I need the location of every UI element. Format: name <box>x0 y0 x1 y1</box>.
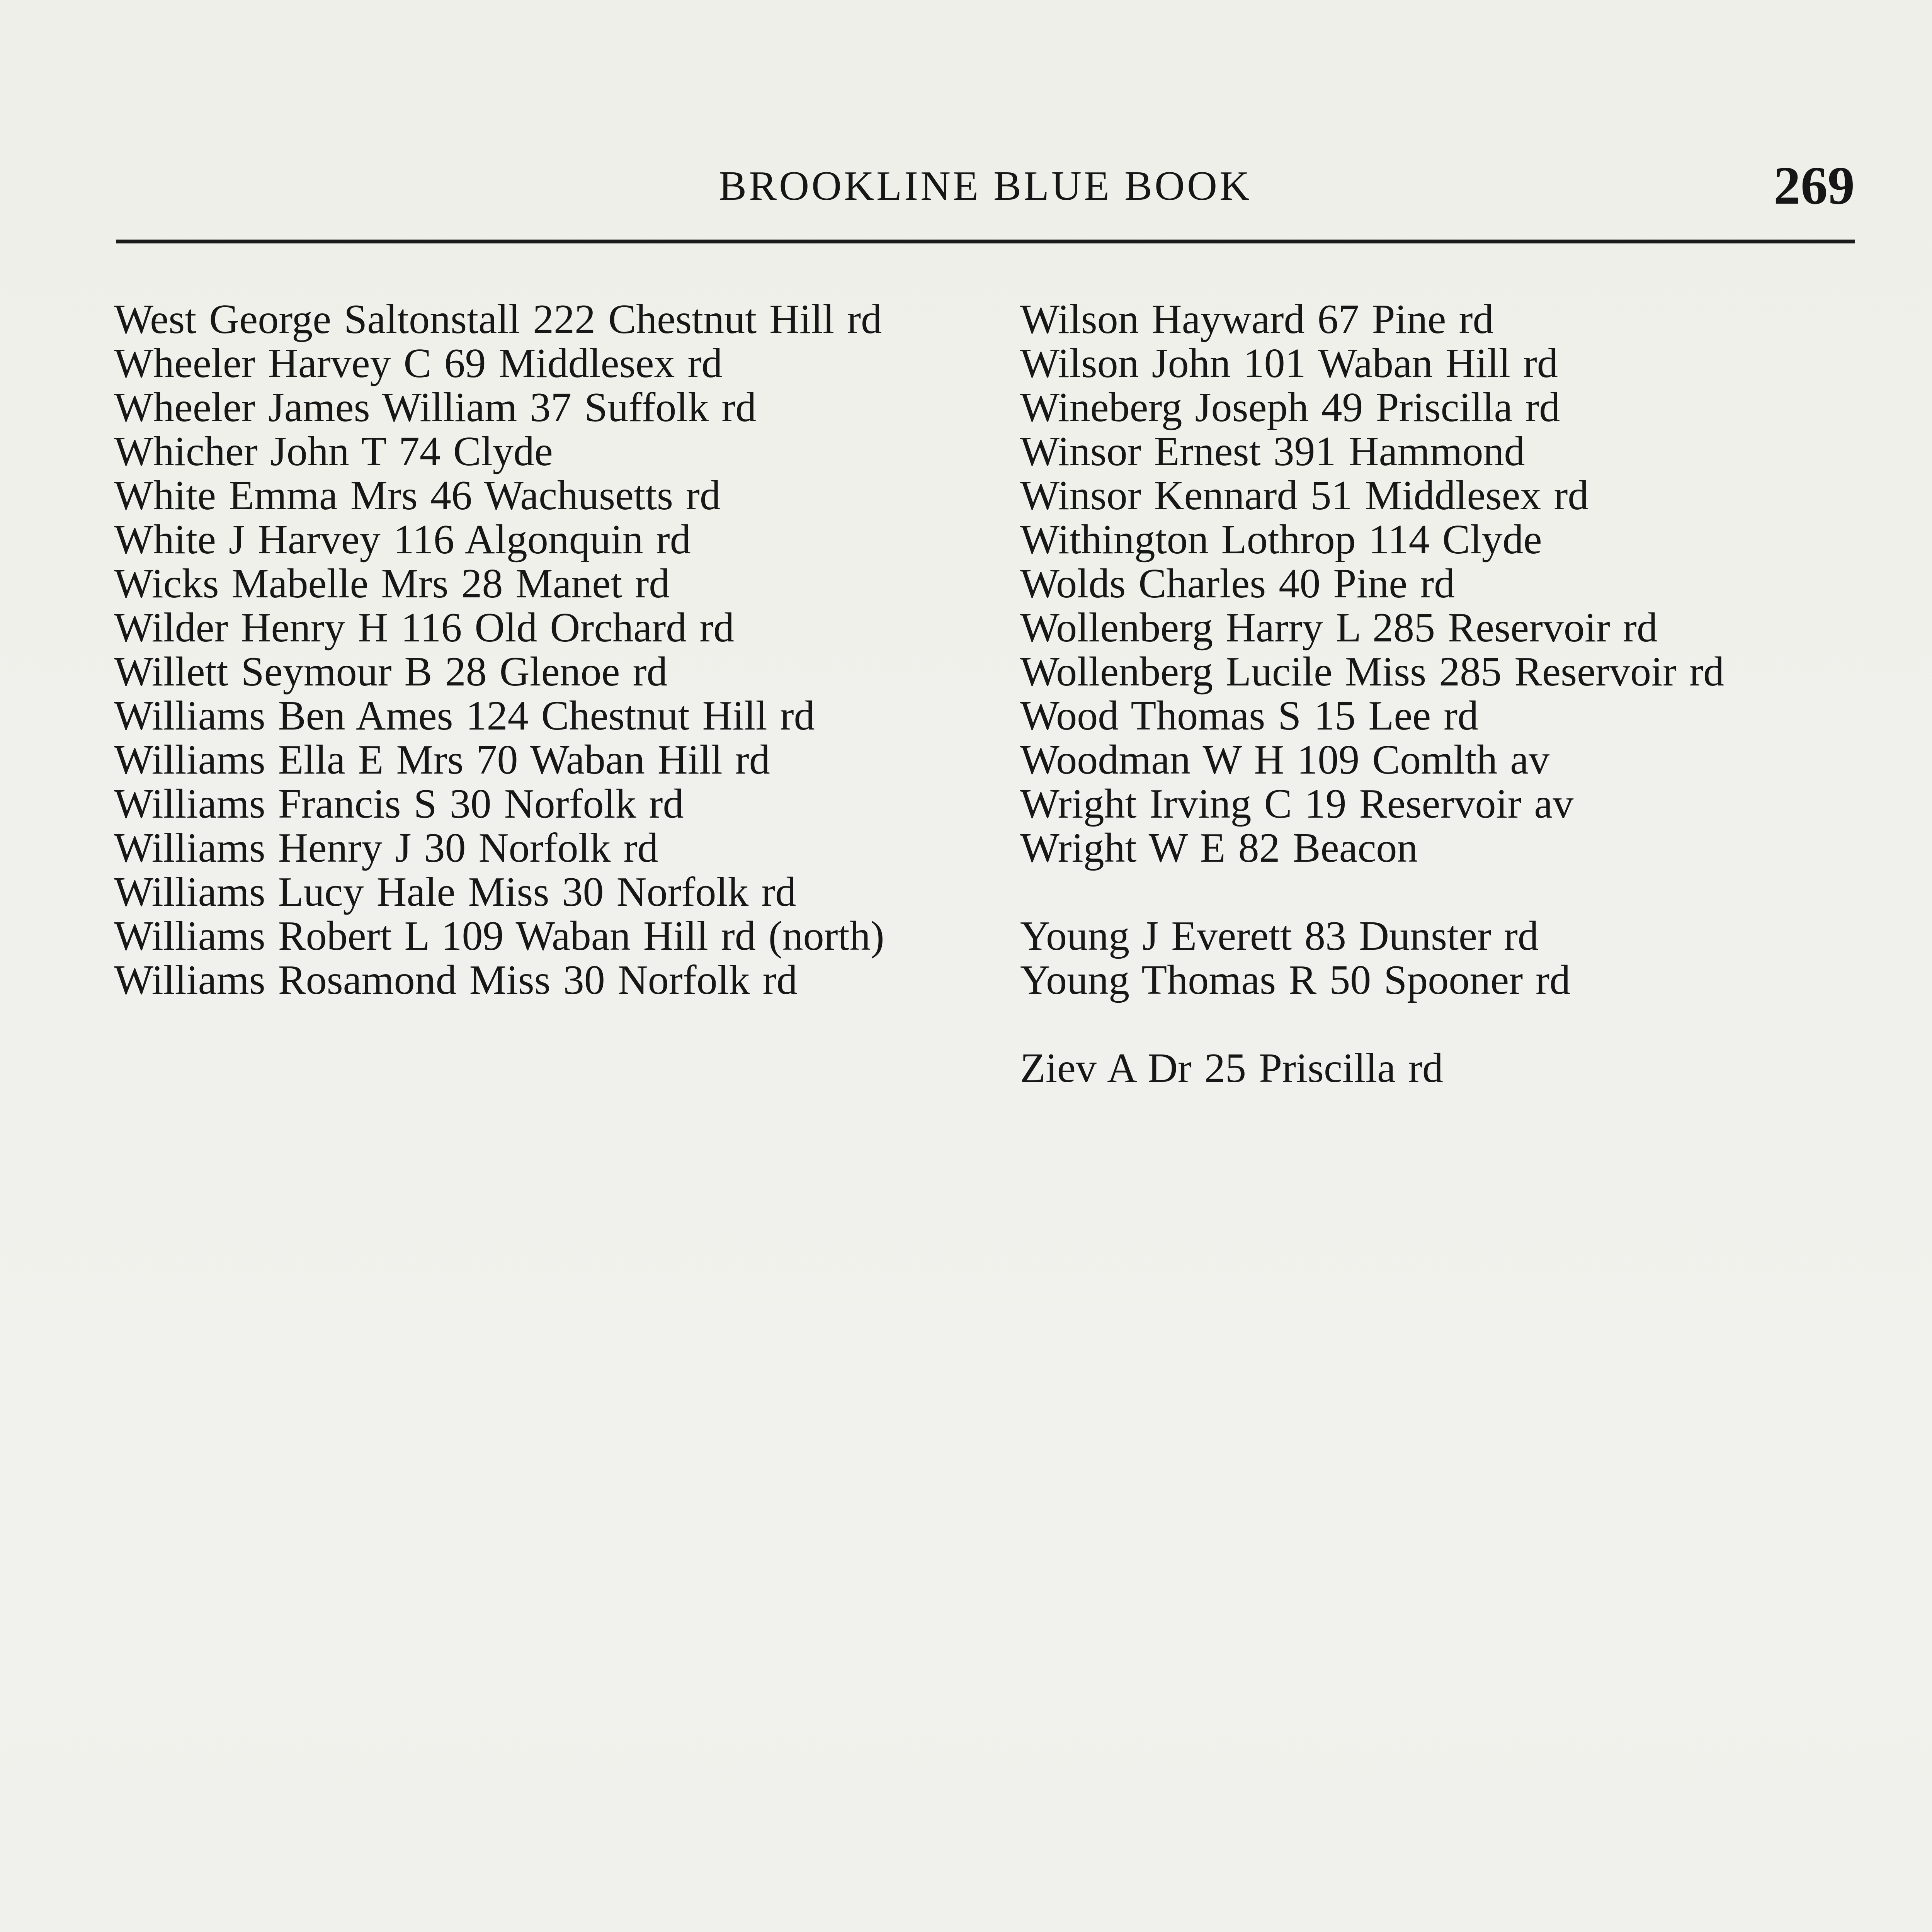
right-column <box>1020 298 1882 1090</box>
directory-entry: West George Saltonstall 222 Chestnut Hill rd <box>114 296 882 342</box>
directory-entry: Young Thomas R 50 Spooner rd <box>1020 957 1571 1003</box>
directory-entry: Winsor Ernest 391 Hammond <box>1020 429 1525 474</box>
page-title: BROOKLINE BLUE BOOK <box>719 163 1252 209</box>
directory-entry: Wilder Henry H 116 Old Orchard rd <box>114 605 735 651</box>
directory-entry: Williams Francis S 30 Norfolk rd <box>114 781 684 827</box>
directory-entry: Williams Robert L 109 Waban Hill rd (north) <box>114 913 884 959</box>
directory-entry: Woodman W H 109 Comlth av <box>1020 737 1550 783</box>
directory-entry: Wheeler Harvey C 69 Middlesex rd <box>114 340 723 386</box>
directory-entry: Williams Henry J 30 Norfolk rd <box>114 825 658 871</box>
directory-entry: Withington Lothrop 114 Clyde <box>1020 517 1542 563</box>
directory-entry: Young J Everett 83 Dunster rd <box>1020 913 1539 959</box>
directory-entry: Wilson John 101 Waban Hill rd <box>1020 340 1558 386</box>
directory-entry: Williams Lucy Hale Miss 30 Norfolk rd <box>114 869 796 915</box>
left-column <box>114 298 960 1002</box>
header-rule <box>116 240 1855 243</box>
directory-entry: Wright Irving C 19 Reservoir av <box>1020 781 1574 827</box>
directory-entry: Wollenberg Lucile Miss 285 Reservoir rd <box>1020 649 1724 695</box>
running-head <box>116 155 1855 216</box>
directory-entry: Wolds Charles 40 Pine rd <box>1020 561 1455 607</box>
directory-entry: Wineberg Joseph 49 Priscilla rd <box>1020 384 1560 430</box>
directory-entry: Wheeler James William 37 Suffolk rd <box>114 384 757 430</box>
directory-entry: Whicher John T 74 Clyde <box>114 429 553 474</box>
directory-entry: White Emma Mrs 46 Wachusetts rd <box>114 473 721 519</box>
directory-entry: Wicks Mabelle Mrs 28 Manet rd <box>114 561 670 607</box>
directory-entry: Willett Seymour B 28 Glenoe rd <box>114 649 668 695</box>
directory-entry: Wilson Hayward 67 Pine rd <box>1020 296 1494 342</box>
directory-entry: White J Harvey 116 Algonquin rd <box>114 517 691 563</box>
directory-entry: Wright W E 82 Beacon <box>1020 825 1418 871</box>
directory-entry: Wood Thomas S 15 Lee rd <box>1020 693 1479 739</box>
directory-entry: Winsor Kennard 51 Middlesex rd <box>1020 473 1589 519</box>
directory-entry: Williams Rosamond Miss 30 Norfolk rd <box>114 957 798 1003</box>
directory-entry: Williams Ella E Mrs 70 Waban Hill rd <box>114 737 770 783</box>
page-number: 269 <box>1774 156 1855 216</box>
directory-entry: Wollenberg Harry L 285 Reservoir rd <box>1020 605 1658 651</box>
directory-entry: Ziev A Dr 25 Priscilla rd <box>1020 1045 1443 1091</box>
directory-entry: Williams Ben Ames 124 Chestnut Hill rd <box>114 693 815 739</box>
